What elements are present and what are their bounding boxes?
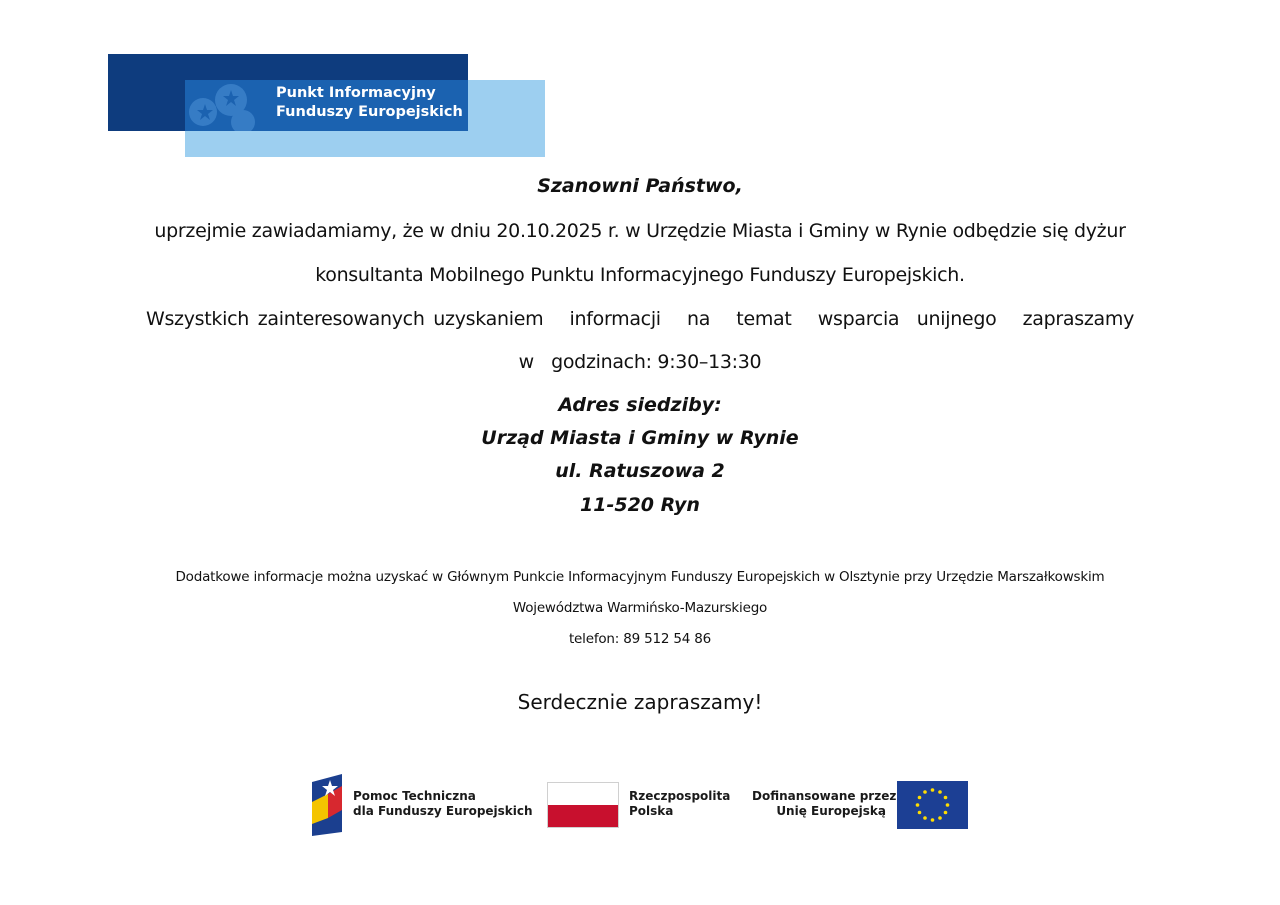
greeting: Szanowni Państwo, — [537, 175, 743, 197]
logo-line1: Punkt Informacyjny — [276, 85, 436, 101]
fe-stars-icon — [185, 80, 263, 131]
eu-star-icon — [916, 803, 920, 807]
phone-number: telefon: 89 512 54 86 — [568, 631, 712, 647]
body-line-4: w godzinach: 9:30–13:30 — [518, 351, 762, 373]
eu-star-icon — [938, 790, 942, 794]
poland-flag-icon — [547, 782, 619, 828]
eu-star-icon — [944, 796, 948, 800]
fe-emblem-icon — [308, 772, 346, 836]
body-line-3: Wszystkich zainteresowanych uzyskaniem informacji na temat wsparcia unijnego zapraszamy — [145, 308, 1135, 330]
closing-text: Serdecznie zapraszamy! — [517, 690, 763, 714]
eu-flag-icon — [897, 781, 968, 829]
eu-star-icon — [923, 816, 927, 820]
rp-label-line2: Polska — [629, 804, 674, 818]
eu-star-icon — [938, 816, 942, 820]
fe-label-line2: dla Funduszy Europejskich — [353, 804, 533, 818]
eu-label-line1: Dofinansowane przez — [752, 789, 897, 803]
address-office: Urząd Miasta i Gminy w Rynie — [481, 427, 799, 449]
rp-label — [629, 789, 730, 819]
eu-star-icon — [918, 796, 922, 800]
fe-label-line1: Pomoc Techniczna — [353, 789, 476, 803]
body-line-1: uprzejmie zawiadamiamy, że w dniu 20.10.2025 r. w Urzędzie Miasta i Gminy w Rynie odbędzie się dyżur — [154, 220, 1126, 242]
body-line-2: konsultanta Mobilnego Punktu Informacyjnego Funduszy Europejskich. — [315, 264, 965, 286]
eu-star-icon — [944, 811, 948, 815]
logo-text — [276, 84, 463, 122]
eu-star-icon — [931, 818, 935, 822]
logo-line2: Funduszy Europejskich — [276, 104, 463, 120]
address-street: ul. Ratuszowa 2 — [555, 460, 725, 482]
extra-info-line-2: Województwa Warmińsko-Mazurskiego — [512, 600, 768, 616]
address-city: 11-520 Ryn — [580, 494, 700, 516]
rp-label-line1: Rzeczpospolita — [629, 789, 731, 803]
eu-label — [752, 789, 897, 819]
funding-logos-bar — [0, 770, 1280, 836]
eu-star-icon — [923, 790, 927, 794]
eu-star-icon — [918, 811, 922, 815]
pife-logo — [108, 54, 545, 157]
eu-star-icon — [946, 803, 950, 807]
fe-label — [353, 789, 533, 819]
eu-star-icon — [931, 788, 935, 792]
extra-info-line-1: Dodatkowe informacje można uzyskać w Głównym Punkcie Informacyjnym Funduszy Europejskich w Olsztynie przy Urzędzie Marszałkowskim — [175, 569, 1105, 585]
eu-label-line2: Unię Europejską — [776, 804, 886, 818]
address-heading: Adres siedziby: — [558, 394, 722, 416]
